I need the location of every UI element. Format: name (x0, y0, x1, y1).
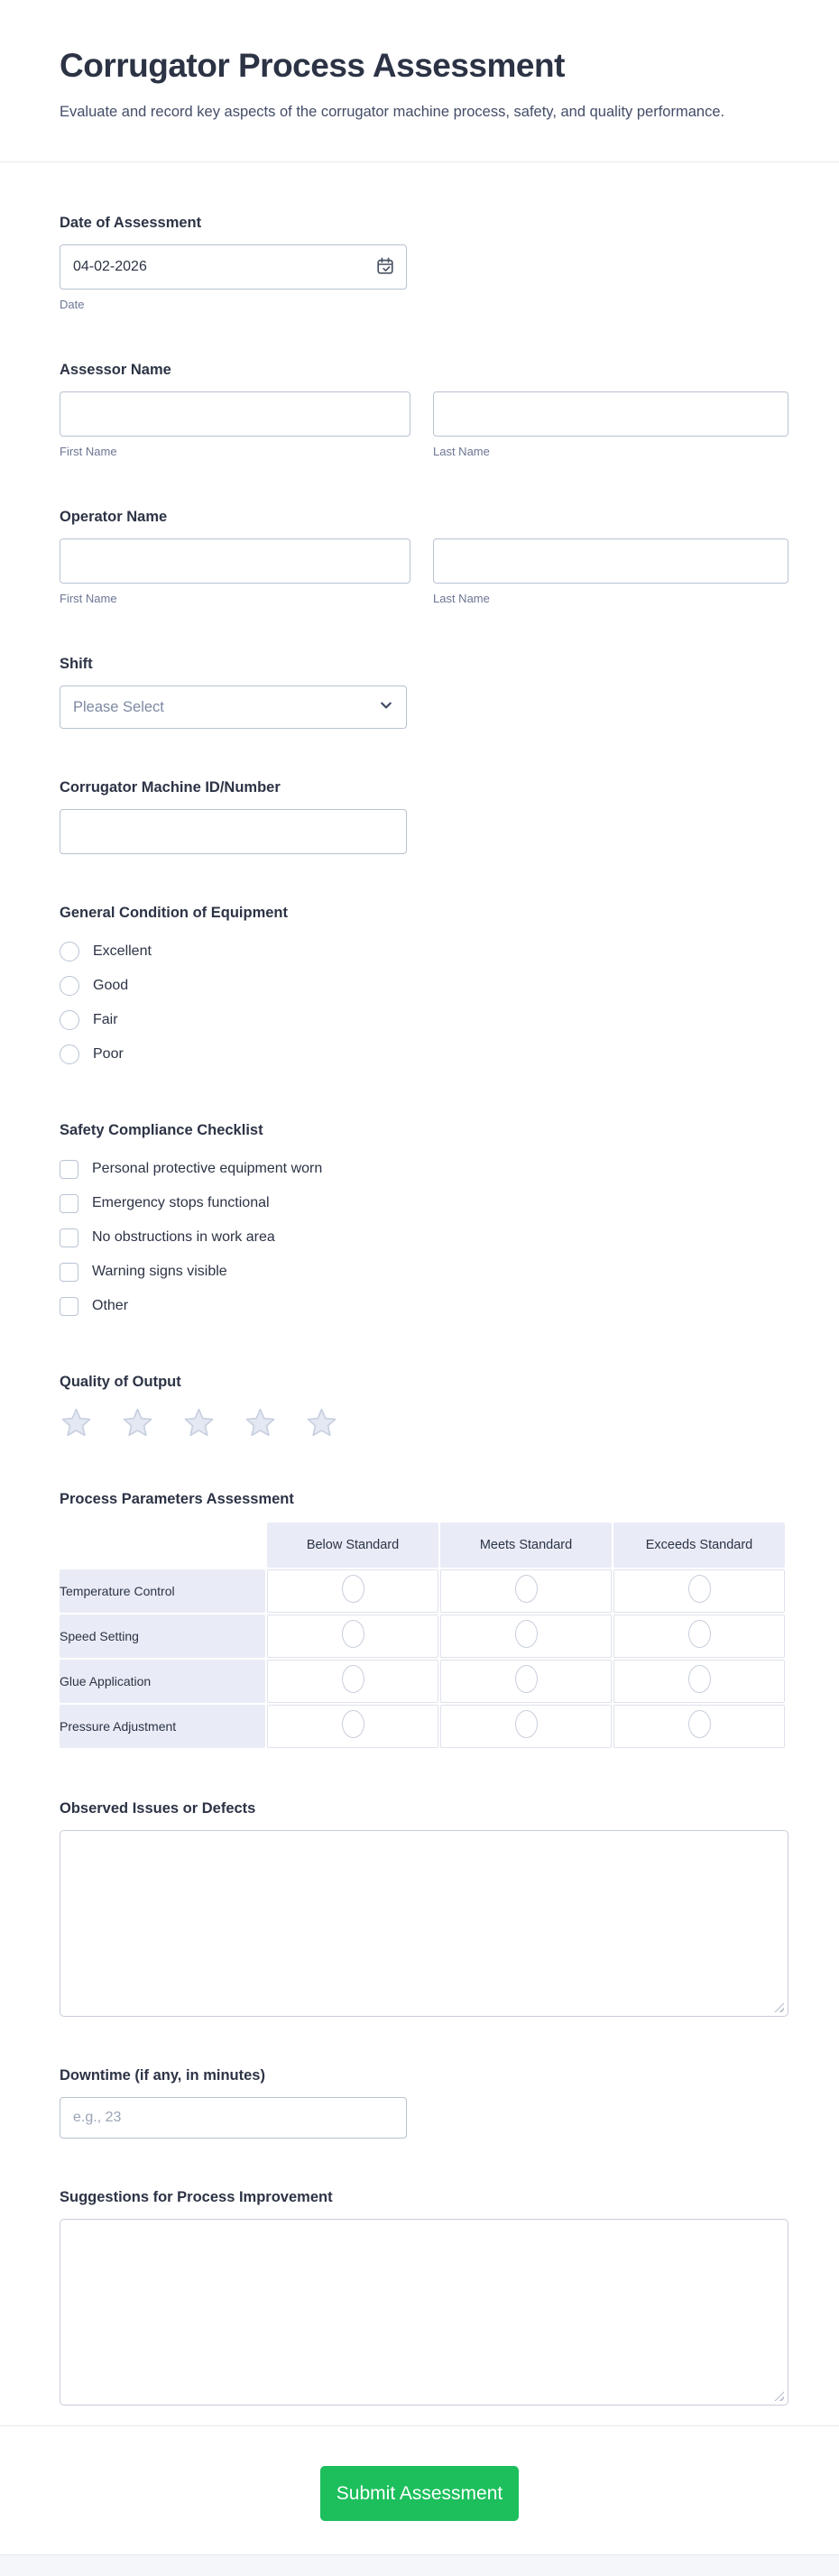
field-process-parameters (60, 1491, 788, 1750)
option-label: Good (93, 978, 129, 994)
date-sublabel: Date (60, 298, 85, 312)
matrix-table (58, 1521, 787, 1750)
matrix-col-header: Meets Standard (440, 1523, 612, 1568)
option-label: Poor (93, 1046, 124, 1063)
radio-icon[interactable] (60, 942, 79, 961)
operator-first-name-input[interactable] (60, 538, 410, 584)
matrix-radio[interactable] (515, 1575, 538, 1603)
matrix-cell (613, 1660, 785, 1703)
option-label: Personal protective equipment worn (92, 1161, 323, 1177)
assessor-first-sublabel: First Name (60, 445, 117, 459)
quality-label: Quality of Output (60, 1374, 181, 1391)
issues-label: Observed Issues or Defects (60, 1800, 256, 1817)
matrix-radio[interactable] (688, 1665, 711, 1693)
condition-option-fair[interactable] (60, 1003, 788, 1037)
operator-first-col (60, 538, 410, 605)
condition-label: General Condition of Equipment (60, 905, 288, 922)
safety-label: Safety Compliance Checklist (60, 1122, 263, 1139)
assessor-name-row (60, 391, 788, 458)
downtime-input[interactable] (60, 2097, 407, 2139)
radio-icon[interactable] (60, 976, 79, 996)
shift-label: Shift (60, 656, 93, 673)
matrix-col-header: Below Standard (267, 1523, 438, 1568)
matrix-cell (267, 1705, 438, 1748)
submit-section (0, 2425, 839, 2545)
star-icon[interactable] (305, 1407, 338, 1440)
matrix-row-label: Pressure Adjustment (60, 1705, 265, 1748)
safety-option-warning-signs[interactable] (60, 1255, 788, 1289)
checkbox-icon[interactable] (60, 1228, 78, 1247)
matrix-row-label: Temperature Control (60, 1569, 265, 1613)
matrix-radio[interactable] (342, 1665, 364, 1693)
assessor-first-col (60, 391, 410, 458)
page-bottom-strip (0, 2554, 839, 2576)
radio-icon[interactable] (60, 1010, 79, 1030)
checkbox-icon[interactable] (60, 1160, 78, 1179)
matrix-radio[interactable] (688, 1710, 711, 1738)
option-label: Warning signs visible (92, 1264, 227, 1280)
date-input[interactable] (60, 244, 407, 290)
checkbox-icon[interactable] (60, 1297, 78, 1316)
matrix-header-row (60, 1523, 785, 1568)
matrix-radio[interactable] (342, 1575, 364, 1603)
field-quality-of-output (60, 1374, 788, 1440)
matrix-row-pressure-adjustment (60, 1705, 785, 1748)
shift-selected-value: Please Select (73, 698, 164, 715)
form-header (0, 0, 839, 162)
page-title: Corrugator Process Assessment (60, 47, 565, 84)
matrix-row-label: Glue Application (60, 1660, 265, 1703)
checkbox-icon[interactable] (60, 1194, 78, 1213)
machine-id-input[interactable] (60, 809, 407, 854)
option-label: Emergency stops functional (92, 1195, 270, 1211)
matrix-cell (613, 1705, 785, 1748)
matrix-row-glue-application (60, 1660, 785, 1703)
operator-last-sublabel: Last Name (433, 592, 490, 606)
field-shift (60, 656, 788, 729)
matrix-col-header: Exceeds Standard (613, 1523, 785, 1568)
safety-option-ppe[interactable] (60, 1152, 788, 1186)
matrix-cell (440, 1615, 612, 1658)
condition-option-good[interactable] (60, 969, 788, 1003)
star-icon[interactable] (60, 1407, 93, 1440)
safety-option-no-obstructions[interactable] (60, 1220, 788, 1255)
matrix-radio[interactable] (515, 1665, 538, 1693)
date-input-wrap (60, 244, 407, 290)
star-icon[interactable] (121, 1407, 154, 1440)
matrix-row-label: Speed Setting (60, 1615, 265, 1658)
matrix-cell (267, 1660, 438, 1703)
operator-name-row (60, 538, 788, 605)
field-suggestions (60, 2189, 788, 2406)
shift-select[interactable] (60, 685, 407, 729)
option-label: Excellent (93, 943, 152, 960)
suggestions-textarea-wrap (60, 2219, 788, 2406)
matrix-corner-cell (60, 1523, 265, 1568)
date-label: Date of Assessment (60, 215, 202, 232)
assessor-label: Assessor Name (60, 362, 171, 379)
field-safety-checklist (60, 1122, 788, 1323)
suggestions-label: Suggestions for Process Improvement (60, 2189, 333, 2206)
field-machine-id (60, 779, 788, 854)
assessor-first-name-input[interactable] (60, 391, 410, 437)
option-label: Fair (93, 1012, 118, 1028)
chevron-down-icon (378, 697, 394, 718)
matrix-radio[interactable] (342, 1710, 364, 1738)
safety-option-emergency-stops[interactable] (60, 1186, 788, 1220)
matrix-cell (440, 1660, 612, 1703)
star-icon[interactable] (182, 1407, 216, 1440)
matrix-radio[interactable] (342, 1620, 364, 1648)
matrix-radio[interactable] (515, 1710, 538, 1738)
suggestions-textarea[interactable] (60, 2219, 788, 2406)
condition-option-excellent[interactable] (60, 934, 788, 969)
issues-textarea-wrap (60, 1830, 788, 2017)
field-assessor-name (60, 362, 788, 458)
calendar-check-icon[interactable] (374, 256, 396, 278)
matrix-row-speed-setting (60, 1615, 785, 1658)
form-body (0, 162, 839, 2406)
assessor-last-sublabel: Last Name (433, 445, 490, 459)
radio-icon[interactable] (60, 1044, 79, 1064)
matrix-cell (440, 1705, 612, 1748)
downtime-label: Downtime (if any, in minutes) (60, 2067, 265, 2084)
assessor-last-col (433, 391, 788, 458)
matrix-cell (613, 1569, 785, 1613)
matrix-radio[interactable] (688, 1575, 711, 1603)
matrix-label: Process Parameters Assessment (60, 1491, 294, 1508)
matrix-radio[interactable] (688, 1620, 711, 1648)
field-operator-name (60, 509, 788, 605)
matrix-radio[interactable] (515, 1620, 538, 1648)
condition-option-poor[interactable] (60, 1037, 788, 1072)
field-general-condition (60, 905, 788, 1072)
operator-label: Operator Name (60, 509, 168, 526)
field-observed-issues (60, 1800, 788, 2017)
operator-last-name-input[interactable] (433, 538, 788, 584)
matrix-cell (613, 1615, 785, 1658)
matrix-row-temperature-control (60, 1569, 785, 1613)
matrix-cell (267, 1569, 438, 1613)
matrix-cell (440, 1569, 612, 1613)
safety-option-other[interactable] (60, 1289, 788, 1323)
operator-last-col (433, 538, 788, 605)
star-icon[interactable] (244, 1407, 277, 1440)
option-label: Other (92, 1298, 129, 1314)
field-date-of-assessment (60, 215, 788, 311)
star-rating (60, 1403, 788, 1440)
field-downtime (60, 2067, 788, 2139)
matrix-cell (267, 1615, 438, 1658)
option-label: No obstructions in work area (92, 1229, 275, 1246)
assessor-last-name-input[interactable] (433, 391, 788, 437)
machine-id-label: Corrugator Machine ID/Number (60, 779, 281, 796)
submit-button[interactable]: Submit Assessment (320, 2466, 519, 2521)
issues-textarea[interactable] (60, 1830, 788, 2017)
operator-first-sublabel: First Name (60, 592, 117, 606)
checkbox-icon[interactable] (60, 1263, 78, 1282)
page-subtitle: Evaluate and record key aspects of the corrugator machine process, safety, and quality performance. (60, 103, 725, 120)
